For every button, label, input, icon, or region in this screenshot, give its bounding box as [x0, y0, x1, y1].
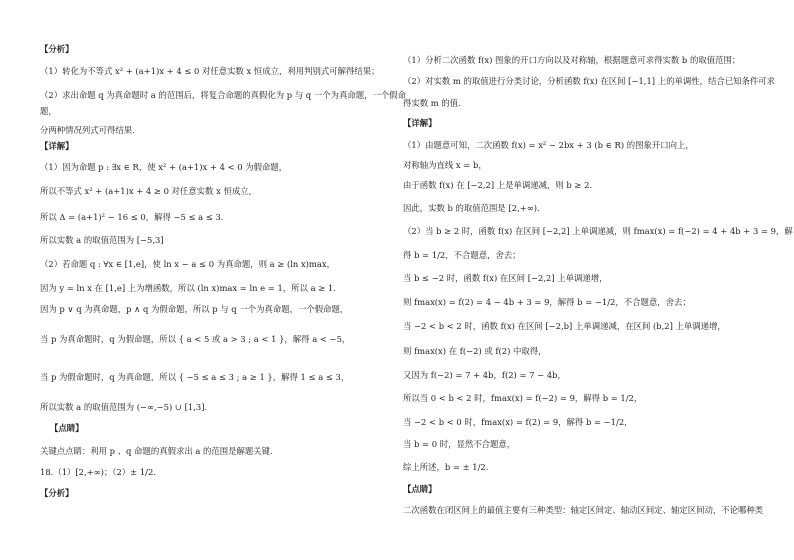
- text-line: 则 fmax(x) 在 f(−2) 或 f(2) 中取得，: [403, 346, 547, 356]
- section-heading: 【详解】: [40, 141, 74, 151]
- section-heading: 【详解】: [403, 118, 437, 128]
- text-line: （1）转化为不等式 x² + (a+1)x + 4 ≤ 0 对任意实数 x 恒成立，利用判别式可解得结果；: [40, 66, 380, 76]
- text-line: 二次函数在闭区间上的最值主要有三种类型：轴定区间定、轴动区间定、轴定区间动，不论哪种类: [403, 505, 764, 515]
- text-line: （2）若命题 q : ∀x ∈ [1,e]，使 ln x − a ≤ 0 为真命题，则 a ≥ (ln x)max，: [40, 259, 335, 269]
- text-line: 对称轴为直线 x = b，: [403, 160, 487, 170]
- text-line: 又因为 f(−2) = 7 + 4b，f(2) = 7 − 4b，: [403, 370, 566, 380]
- text-line: （1）因为命题 p : ∃x ∈ R，使 x² + (a+1)x + 4 < 0 为假命题，: [40, 162, 288, 172]
- text-line: 得实数 m 的值.: [403, 98, 461, 108]
- text-line: 关键点点睛：利用 p 、q 命题的真假求出 a 的范围是解题关键.: [40, 446, 273, 456]
- text-line: 所以实数 a 的取值范围为 [−5,3]: [40, 235, 164, 245]
- section-heading: 【分析】: [40, 488, 74, 498]
- text-line: （2）对实数 m 的取值进行分类讨论，分析函数 f(x) 在区间 [−1,1] 上的单调性，结合已知条件可求: [403, 76, 775, 86]
- text-line: 因为 p ∨ q 为真命题，p ∧ q 为假命题，所以 p 与 q 一个为真命题，一个假命题，: [40, 304, 349, 314]
- text-line: 当 −2 < b < 0 时，fmax(x) = f(2) = 9，解得 b = −1/2，: [403, 417, 633, 427]
- text-line: （1）由题意可知，二次函数 f(x) = x² − 2bx + 3 (b ∈ R) 的图象开口向上，: [403, 140, 694, 150]
- text-line: 分两种情况列式可得结果.: [40, 125, 135, 135]
- answer-line: 18.（1）[2,+∞)；（2）± 1/2.: [40, 467, 156, 477]
- text-line: 所以当 0 < b < 2 时，fmax(x) = f(−2) = 9，解得 b = 1/2，: [403, 393, 643, 403]
- section-heading: 【点睛】: [403, 484, 437, 494]
- text-line: 因为 y = ln x 在 [1,e] 上为增函数，所以 (ln x)max = ln e = 1，所以 a ≥ 1.: [40, 283, 336, 293]
- text-line: （2）求出命题 q 为真命题时 a 的范围后，将复合命题的真假化为 p 与 q 一个为真命题，一个假命: [40, 90, 406, 100]
- text-line: （2）当 b ≥ 2 时，函数 f(x) 在区间 [−2,2] 上单调递减，则 fmax(x) = f(−2) = 4 + 4b + 3 = 9，解: [403, 226, 793, 236]
- text-line: 由于函数 f(x) 在 [−2,2] 上是单调递减，则 b ≥ 2.: [403, 180, 593, 190]
- text-line: 则 fmax(x) = f(2) = 4 − 4b + 3 = 9，解得 b = −1/2，不合题意，舍去；: [403, 297, 691, 307]
- text-line: 当 b ≤ −2 时，函数 f(x) 在区间 [−2,2] 上单调递增，: [403, 273, 608, 283]
- text-line: 当 p 为真命题时，q 为假命题，所以 { a < 5 或 a > 3 ; a < 1 }，解得 a < −5，: [40, 334, 351, 344]
- text-line: （1）分析二次函数 f(x) 图象的开口方向以及对称轴，根据题意可求得实数 b 的取值范围；: [403, 55, 741, 65]
- text-line: 综上所述，b = ± 1/2.: [403, 462, 489, 472]
- text-line: 当 −2 < b < 2 时，函数 f(x) 在区间 [−2,b] 上单调递减，在区间 (b,2] 上单调递增，: [403, 321, 726, 331]
- text-line: 所以 Δ = (a+1)² − 16 ≤ 0，解得 −5 ≤ a ≤ 3.: [40, 212, 224, 222]
- text-line: 得 b = 1/2，不合题意，舍去；: [403, 250, 521, 260]
- section-heading: 【点睛】: [50, 423, 84, 433]
- text-line: 所以实数 a 的取值范围为 (−∞,−5) ∪ [1,3].: [40, 402, 208, 412]
- text-line: 当 b = 0 时，显然不合题意，: [403, 439, 516, 449]
- text-line: 当 p 为假命题时，q 为真命题，所以 { −5 ≤ a ≤ 3 ; a ≥ 1 }，解得 1 ≤ a ≤ 3，: [40, 372, 350, 382]
- text-line: 题，: [40, 106, 57, 116]
- text-line: 所以不等式 x² + (a+1)x + 4 ≥ 0 对任意实数 x 恒成立，: [40, 186, 257, 196]
- text-line: 因此，实数 b 的取值范围是 [2,+∞).: [403, 203, 540, 213]
- section-heading: 【分析】: [40, 44, 74, 54]
